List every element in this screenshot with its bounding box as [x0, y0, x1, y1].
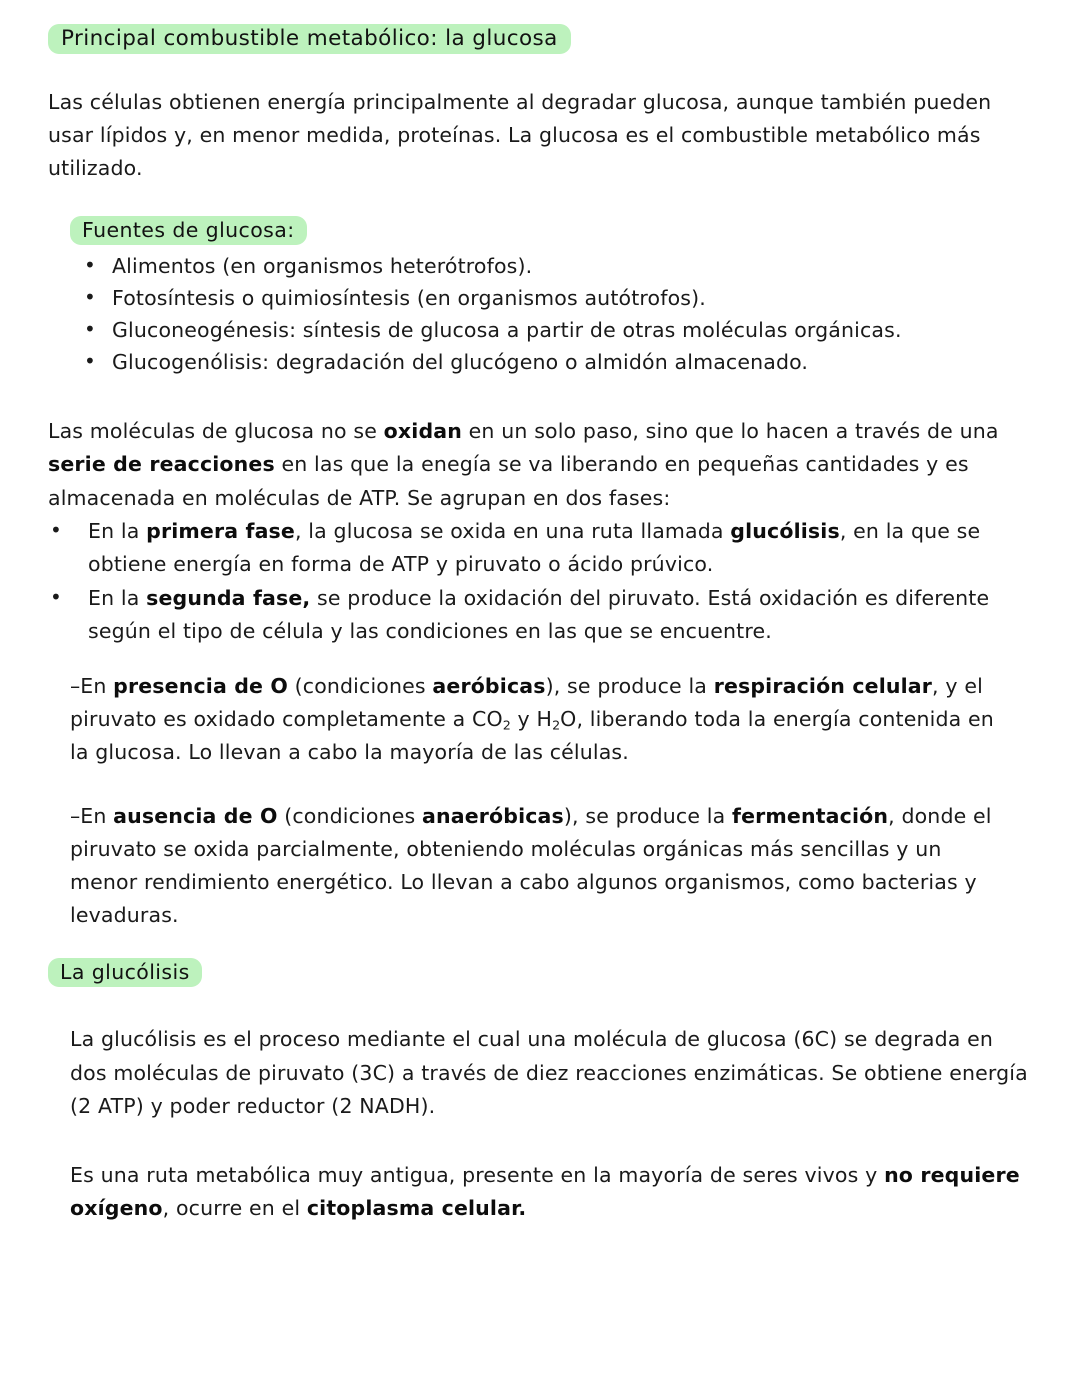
page-title-row	[48, 24, 1036, 54]
text-emphasis: citoplasma celular.	[306, 1196, 527, 1221]
text-fragment: En la	[88, 586, 147, 611]
text-fragment: , y el piruvato es oxidado completamente a CO	[70, 674, 983, 732]
glycolysis-heading: La glucólisis	[48, 958, 202, 987]
sources-heading: Fuentes de glucosa:	[70, 216, 307, 245]
aerobic-block	[70, 670, 1000, 770]
sources-heading-row	[70, 216, 1036, 245]
subscript: 2	[552, 717, 561, 733]
text-emphasis: oxidan	[383, 419, 462, 444]
text-emphasis: aeróbicas	[432, 674, 546, 699]
text-fragment: ), se produce la	[545, 674, 714, 699]
text-fragment: , ocurre en el	[162, 1196, 307, 1221]
text-emphasis: ausencia de O	[113, 803, 278, 828]
dash-marker: –	[70, 803, 81, 828]
text-emphasis: segunda fase,	[146, 586, 311, 611]
text-emphasis: primera fase	[146, 518, 295, 543]
dash-marker: –	[70, 674, 81, 699]
text-fragment: en las que la enegía se va liberando en pequeñas cantidades y es almacenada en moléculas de ATP. Se agrupan en dos fases:	[48, 452, 969, 510]
text-fragment: O, liberando toda la energía contenida en la glucosa. Lo llevan a cabo la mayoría de las células.	[70, 707, 994, 765]
text-fragment: En	[80, 803, 114, 828]
text-fragment: en un solo paso, sino que lo hacen a través de una	[462, 419, 999, 444]
list-item-phase-two	[48, 582, 1036, 648]
oxidation-paragraph	[48, 415, 1023, 515]
text-emphasis: glucólisis	[730, 518, 840, 543]
list-item: • Fotosíntesis o quimiosíntesis (en organismos autótrofos).	[76, 283, 1036, 314]
text-emphasis: no requiere oxígeno	[70, 1163, 1020, 1221]
text-fragment: Es una ruta metabólica muy antigua, presente en la mayoría de seres vivos y	[70, 1163, 885, 1188]
text-fragment: se produce la oxidación del piruvato. Está oxidación es diferente según el tipo de célula y las condiciones en las que se encuentre.	[88, 586, 990, 644]
text-fragment: , la glucosa se oxida en una ruta llamada	[294, 518, 731, 543]
list-item: • Alimentos (en organismos heterótrofos).	[76, 251, 1036, 282]
phases-list	[48, 515, 1036, 648]
anaerobic-block	[70, 800, 1000, 933]
intro-paragraph: Las células obtienen energía principalmente al degradar glucosa, aunque también pueden usar lípidos y, en menor medida, proteínas. La glucosa es el combustible metabólico más utilizado.	[48, 90, 992, 181]
text-fragment: , donde el piruvato se oxida parcialmente, obteniendo moléculas orgánicas más sencillas y un menor rendimiento energético. Lo llevan a cabo algunos organismos, como bacterias y levaduras.	[70, 803, 992, 928]
text-fragment: y H	[510, 707, 553, 732]
text-fragment: En	[80, 674, 114, 699]
text-emphasis: anaeróbicas	[422, 803, 564, 828]
text-fragment: (condiciones	[287, 674, 433, 699]
text-emphasis: presencia de O	[113, 674, 288, 699]
text-fragment: , en la que se obtiene energía en forma de ATP y piruvato o ácido prúvico.	[88, 518, 981, 576]
list-item: • Glucogenólisis: degradación del glucógeno o almidón almacenado.	[76, 347, 1036, 378]
glycolysis-paragraph-2	[70, 1159, 1036, 1225]
text-emphasis: fermentación	[732, 803, 889, 828]
text-fragment: (condiciones	[277, 803, 422, 828]
list-item-phase-one	[48, 515, 1036, 581]
text-emphasis: respiración celular	[713, 674, 933, 699]
list-item: • Gluconeogénesis: síntesis de glucosa a partir de otras moléculas orgánicas.	[76, 315, 1036, 346]
subscript: 2	[502, 717, 511, 733]
text-fragment: En la	[88, 518, 147, 543]
sources-list	[48, 251, 1036, 379]
text-fragment: ), se produce la	[563, 803, 733, 828]
glycolysis-section	[70, 1023, 1036, 1225]
glycolysis-paragraph-1: La glucólisis es el proceso mediante el cual una molécula de glucosa (6C) se degrada en dos moléculas de piruvato (3C) a través de diez reacciones enzimáticas. Se obtiene energía (2 ATP) y poder reductor (2 NADH).	[70, 1027, 1028, 1118]
text-emphasis: serie de reacciones	[48, 452, 275, 477]
page-title: Principal combustible metabólico: la glucosa	[48, 24, 571, 54]
text-fragment: Las moléculas de glucosa no se	[48, 419, 384, 444]
glycolysis-heading-row	[48, 958, 1036, 987]
